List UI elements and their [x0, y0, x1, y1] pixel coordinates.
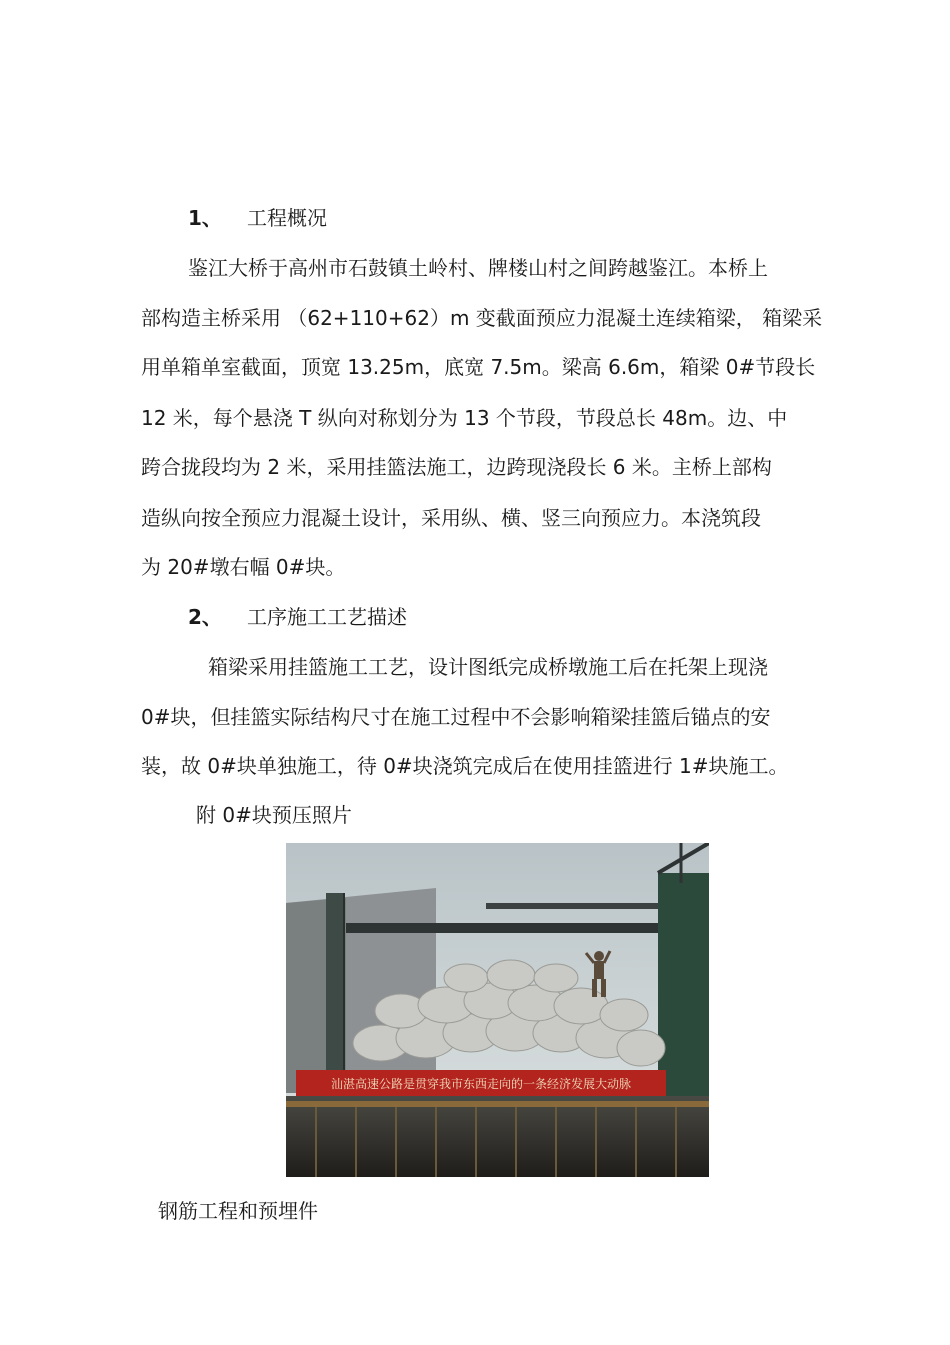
section-1-line: 鉴江大桥于高州市石鼓镇土岭村、牌楼山村之间跨越鉴江。本桥上	[188, 256, 768, 280]
section-2-number: 2、	[188, 605, 222, 629]
section-2-line: 0#块，但挂篮实际结构尺寸在施工过程中不会影响箱梁挂篮后锚点的安	[141, 705, 771, 729]
photo-caption: 附 0#块预压照片	[196, 803, 352, 827]
section-2-line: 装，故 0#块单独施工，待 0#块浇筑完成后在使用挂篮进行 1#块施工。	[141, 754, 789, 778]
section-1-line: 部构造主桥采用 （62+110+62）m 变截面预应力混凝土连续箱梁， 箱梁采	[141, 306, 823, 330]
preload-photo	[286, 843, 709, 1177]
section-1-line: 跨合拢段均为 2 米，采用挂篮法施工，边跨现浇段长 6 米。主桥上部构	[141, 455, 772, 479]
section-2-heading: 工序施工工艺描述	[247, 605, 407, 629]
section-1-line: 用单箱单室截面，顶宽 13.25m，底宽 7.5m。梁高 6.6m，箱梁 0#节段长	[141, 355, 816, 379]
section-2-line: 箱梁采用挂篮施工工艺，设计图纸完成桥墩施工后在托架上现浇	[208, 655, 768, 679]
next-section-heading: 钢筋工程和预埋件	[158, 1199, 318, 1223]
section-1-line: 12 米，每个悬浇 T 纵向对称划分为 13 个节段，节段总长 48m。边、中	[141, 406, 788, 430]
banner-text: 汕湛高速公路是贯穿我市东西走向的一条经济发展大动脉	[330, 1077, 632, 1091]
section-1-line: 为 20#墩右幅 0#块。	[141, 555, 346, 579]
section-1-heading: 工程概况	[247, 206, 327, 230]
section-1-number: 1、	[188, 206, 222, 230]
section-1-line: 造纵向按全预应力混凝土设计，采用纵、横、竖三向预应力。本浇筑段	[141, 506, 761, 530]
